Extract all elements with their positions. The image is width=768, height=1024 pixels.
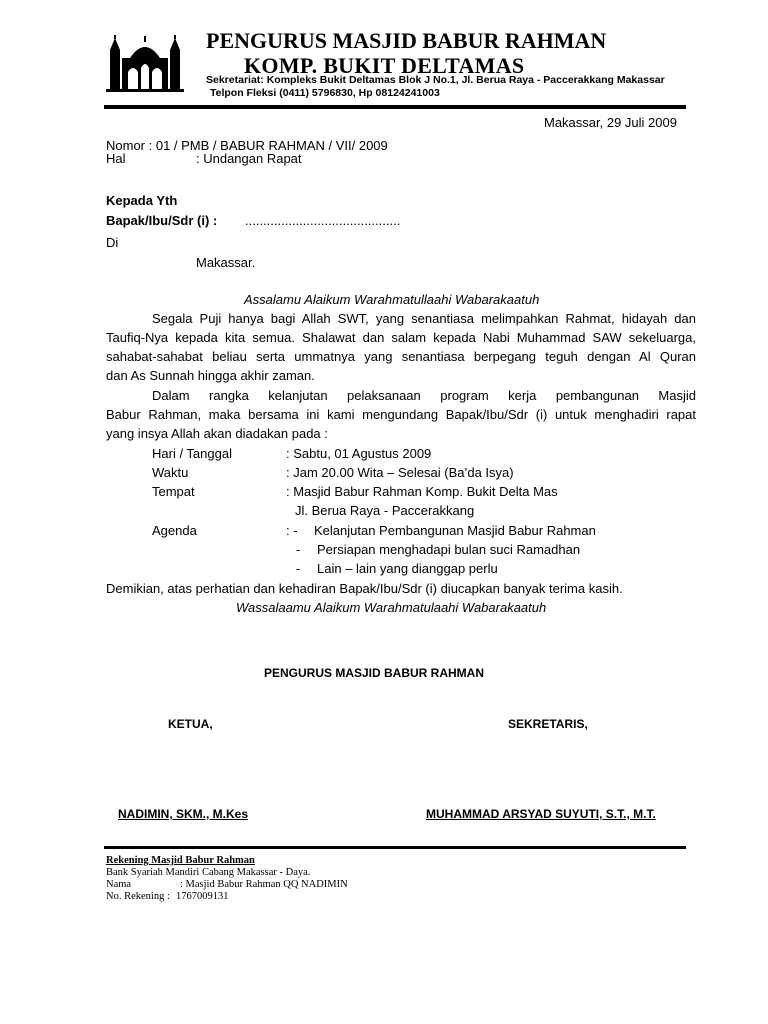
- paragraph-line: Babur Rahman, maka bersama ini kami mengundang Bapak/Ibu/Sdr (i) untuk menghadiri rapat: [106, 407, 696, 422]
- recipient-label: Bapak/Ibu/Sdr (i) :: [106, 213, 218, 228]
- mosque-logo: [106, 34, 184, 92]
- agenda-label: Agenda: [152, 523, 197, 538]
- subject-label: Hal: [106, 151, 126, 166]
- bank-heading: Rekening Masjid Babur Rahman: [106, 855, 255, 866]
- recipient-di: Di: [106, 235, 119, 250]
- place-value: : Masjid Babur Rahman Komp. Bukit Delta Mas: [286, 484, 558, 499]
- header-divider: [104, 105, 686, 109]
- account-number-label: No. Rekening :: [106, 891, 170, 902]
- recipient-city: Makassar.: [196, 255, 256, 270]
- time-value: : Jam 20.00 Wita – Selesai (Ba’da Isya): [286, 465, 514, 480]
- org-address: Sekretariat: Kompleks Bukit Deltamas Blok J No.1, Jl. Berua Raya - Paccerakkang Makassar: [206, 74, 665, 86]
- org-phone: Telpon Fleksi (0411) 5796830, Hp 08124241003: [210, 87, 440, 99]
- bank-name: Bank Syariah Mandiri Cabang Makassar - Daya.: [106, 867, 311, 878]
- agenda-dash: -: [296, 561, 301, 576]
- footer-divider: [104, 846, 686, 849]
- recipient-heading: Kepada Yth: [106, 193, 178, 208]
- chair-title: KETUA,: [168, 717, 213, 731]
- date-label: Hari / Tanggal: [152, 446, 232, 461]
- opening-greeting: Assalamu Alaikum Warahmatullaahi Wabarakaatuh: [244, 292, 540, 307]
- agenda-item: Kelanjutan Pembangunan Masjid Babur Rahman: [314, 523, 596, 538]
- paragraph-line: sahabat-sahabat beliau serta ummatnya yang senantiasa berpegang teguh dengan Al Quran: [106, 349, 696, 364]
- closing-greeting: Wassalaamu Alaikum Warahmatulaahi Wabarakaatuh: [236, 600, 547, 615]
- place-label: Tempat: [152, 484, 195, 499]
- mosque-icon: [106, 34, 184, 92]
- agenda-item: Lain – lain yang dianggap perlu: [317, 561, 498, 576]
- paragraph-line: Segala Puji hanya bagi Allah SWT, yang senantiasa melimpahkan Rahmat, hidayah dan: [152, 311, 696, 326]
- chair-name: NADIMIN, SKM., M.Kes: [118, 807, 249, 821]
- reference-number: Nomor : 01 / PMB / BABUR RAHMAN / VII/ 2009: [106, 138, 388, 153]
- account-number-value: 1767009131: [176, 891, 229, 902]
- agenda-dash: -: [296, 542, 301, 557]
- org-location: KOMP. BUKIT DELTAMAS: [244, 53, 525, 78]
- letter-date: Makassar, 29 Juli 2009: [544, 115, 677, 130]
- paragraph-line: Dalam rangka kelanjutan pelaksanaan program kerja pembangunan Masjid: [152, 388, 696, 403]
- closing-text: Demikian, atas perhatian dan kehadiran Bapak/Ibu/Sdr (i) diucapkan banyak terima kasih.: [106, 581, 623, 596]
- date-value: : Sabtu, 01 Agustus 2009: [286, 446, 432, 461]
- secretary-title: SEKRETARIS,: [508, 717, 588, 731]
- agenda-colon: : -: [286, 523, 298, 538]
- recipient-dots: ...........................................: [245, 213, 401, 228]
- account-name-value: : Masjid Babur Rahman QQ NADIMIN: [180, 879, 348, 890]
- paragraph-line: Taufiq-Nya kepada kita semua. Shalawat dan salam kepada Nabi Muhammad SAW sekeluarga,: [106, 330, 696, 345]
- secretary-name: MUHAMMAD ARSYAD SUYUTI, S.T., M.T.: [426, 807, 656, 821]
- subject-value: : Undangan Rapat: [196, 151, 302, 166]
- signature-org: PENGURUS MASJID BABUR RAHMAN: [264, 666, 485, 680]
- place-value-line2: Jl. Berua Raya - Paccerakkang: [295, 503, 475, 518]
- org-name: PENGURUS MASJID BABUR RAHMAN: [206, 28, 607, 53]
- paragraph-line: yang insya Allah akan diadakan pada :: [106, 426, 328, 441]
- time-label: Waktu: [152, 465, 189, 480]
- paragraph-line: dan As Sunnah hingga akhir zaman.: [106, 368, 315, 383]
- agenda-item: Persiapan menghadapi bulan suci Ramadhan: [317, 542, 581, 557]
- account-name-label: Nama: [106, 879, 132, 890]
